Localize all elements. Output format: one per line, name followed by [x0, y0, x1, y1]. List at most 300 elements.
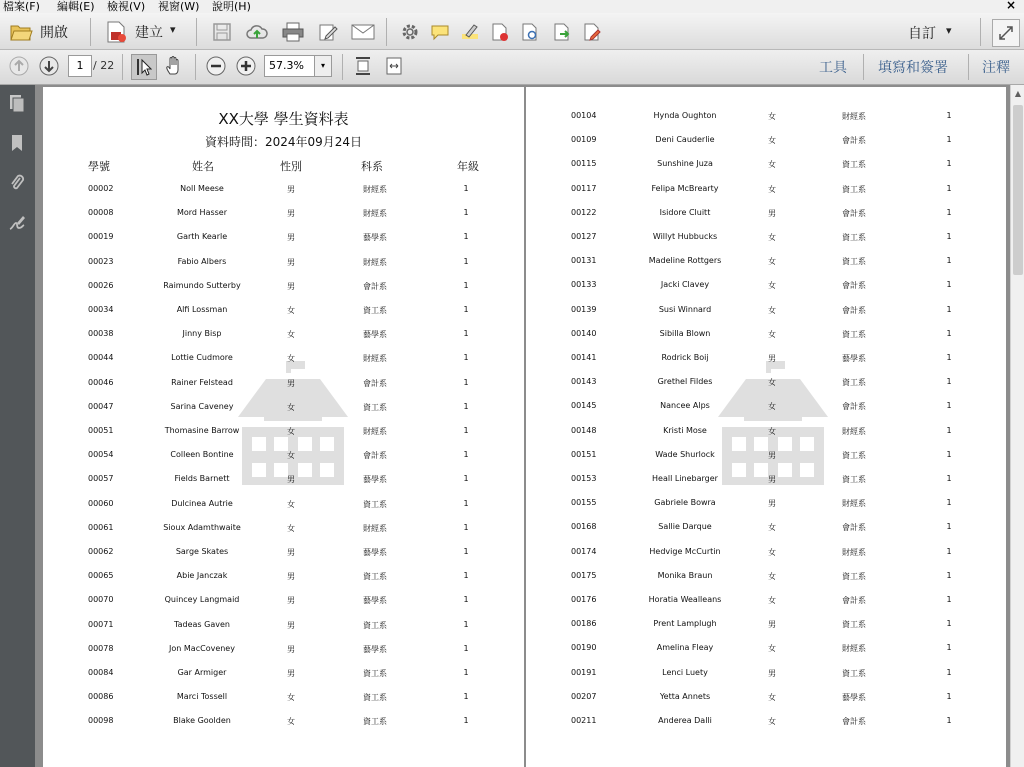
email-icon[interactable] [350, 20, 376, 44]
student-id-cell: 00207 [571, 691, 597, 701]
department-cell: 會計系 [842, 717, 866, 726]
grade-cell: 1 [946, 498, 952, 508]
student-id-cell: 00175 [571, 570, 597, 580]
student-id-cell: 00008 [88, 208, 114, 218]
grade-cell: 1 [463, 232, 469, 242]
toolbar-separator [195, 54, 196, 80]
gender-cell: 女 [287, 354, 295, 364]
gender-cell: 男 [287, 596, 295, 606]
gender-cell: 女 [287, 306, 295, 315]
gender-cell: 男 [287, 669, 295, 678]
department-cell: 會計系 [842, 523, 866, 533]
student-name-cell: Susi Winnard [658, 304, 712, 314]
department-cell: 資工系 [363, 306, 387, 315]
grade-cell: 1 [946, 232, 952, 241]
student-name-cell: Gabriele Bowra [654, 498, 716, 508]
grade-cell: 1 [463, 329, 469, 339]
student-id-cell: 00143 [571, 377, 597, 387]
fit-page-icon[interactable] [352, 55, 374, 77]
cloud-upload-icon[interactable] [244, 20, 270, 44]
header-department: 科系 [361, 160, 383, 173]
student-id-cell: 00176 [571, 595, 597, 604]
department-cell: 資工系 [363, 620, 387, 630]
grade-cell: 1 [463, 377, 469, 387]
fullscreen-icon[interactable] [992, 19, 1020, 47]
chevron-down-icon[interactable]: ▾ [314, 56, 331, 76]
grade-cell: 1 [946, 716, 952, 725]
page-number-input[interactable]: 1 [68, 55, 92, 77]
student-name-cell: Rainer Felstead [171, 377, 233, 387]
gender-cell: 女 [768, 596, 776, 605]
grade-cell: 1 [463, 668, 469, 677]
student-name-cell: Sallie Darque [658, 522, 712, 532]
student-id-cell: 00070 [88, 595, 114, 605]
student-name-cell: Gar Armiger [177, 668, 227, 677]
student-id-cell: 00117 [571, 183, 597, 193]
student-id-cell: 00168 [571, 522, 597, 532]
student-id-cell: 00133 [571, 280, 597, 290]
department-cell: 藝學系 [363, 233, 387, 243]
student-name-cell: Sibilla Blown [659, 328, 711, 338]
vertical-scrollbar[interactable] [1010, 85, 1024, 767]
grade-cell: 1 [946, 691, 952, 701]
student-id-cell: 00019 [88, 232, 114, 242]
grade-cell: 1 [463, 547, 469, 556]
menu-edit[interactable]: 編輯(E) [57, 0, 95, 13]
grade-cell: 1 [946, 619, 952, 629]
print-icon[interactable] [280, 20, 306, 44]
gender-cell: 男 [287, 378, 295, 388]
department-cell: 會計系 [842, 208, 866, 218]
student-id-cell: 00057 [88, 474, 114, 484]
grade-cell: 1 [946, 449, 952, 459]
gender-cell: 女 [768, 184, 776, 194]
student-name-cell: Sarina Caveney [170, 401, 234, 411]
toolbar-separator [863, 54, 864, 80]
student-id-cell: 00038 [88, 329, 114, 339]
student-name-cell: Abie Janczak [176, 571, 228, 581]
student-name-cell: Garth Kearle [176, 232, 228, 242]
student-name-cell: Lottie Cudmore [171, 353, 233, 363]
scroll-up-icon[interactable]: ▲ [1014, 89, 1022, 98]
pdf-page-2 [526, 87, 1006, 767]
header-grade: 年級 [457, 160, 479, 173]
department-cell: 資工系 [842, 257, 866, 267]
gender-cell: 男 [768, 620, 776, 630]
gender-cell: 男 [287, 185, 295, 194]
department-cell: 財經系 [842, 426, 866, 436]
grade-cell: 1 [946, 570, 952, 580]
grade-cell: 1 [946, 111, 952, 120]
gender-cell: 男 [287, 548, 295, 557]
department-cell: 財經系 [363, 523, 387, 533]
toolbar-separator [342, 54, 343, 80]
gender-cell: 男 [768, 668, 776, 678]
gender-cell: 女 [287, 693, 295, 703]
department-cell: 財經系 [842, 547, 866, 557]
grade-cell: 1 [946, 667, 952, 677]
grade-cell: 1 [463, 692, 469, 702]
student-id-cell: 00127 [571, 232, 597, 241]
student-name-cell: Sunshine Juza [657, 159, 713, 169]
hand-icon[interactable] [162, 55, 186, 77]
student-id-cell: 00034 [88, 305, 114, 314]
fill-and-sign-link[interactable]: 填寫和簽署 [878, 60, 948, 76]
scrollbar-thumb[interactable] [1013, 105, 1023, 275]
select-cursor-icon[interactable] [131, 54, 157, 80]
student-id-cell: 00044 [88, 353, 114, 363]
gender-cell: 女 [768, 523, 776, 533]
pages-icon[interactable] [6, 91, 28, 115]
student-id-cell: 00131 [571, 256, 597, 266]
grade-cell: 1 [463, 595, 469, 605]
grade-cell: 1 [946, 207, 952, 217]
zoom-level-value: 57.3% [269, 59, 304, 72]
menu-bar [0, 0, 1024, 13]
toolbar-separator [968, 54, 969, 80]
department-cell: 資工系 [842, 329, 866, 339]
student-name-cell: Alfi Lossman [176, 305, 228, 314]
gender-cell: 女 [768, 233, 776, 242]
student-id-cell: 00148 [571, 425, 597, 435]
department-cell: 會計系 [842, 402, 866, 412]
student-id-cell: 00191 [571, 667, 597, 677]
department-cell: 財經系 [363, 354, 387, 364]
student-name-cell: Dulcinea Autrie [171, 498, 233, 508]
folder-open-icon[interactable] [8, 20, 34, 44]
grade-cell: 1 [463, 571, 469, 581]
student-id-cell: 00104 [571, 111, 597, 120]
highlight-icon[interactable] [458, 20, 482, 44]
grade-cell: 1 [946, 280, 952, 290]
gender-cell: 男 [287, 572, 295, 582]
grade-cell: 1 [946, 304, 952, 314]
student-name-cell: Jon MacCoveney [169, 643, 235, 653]
grade-cell: 1 [463, 208, 469, 218]
grade-cell: 1 [463, 280, 469, 290]
department-cell: 藝學系 [363, 475, 387, 485]
gender-cell: 男 [287, 257, 295, 267]
grade-cell: 1 [946, 353, 952, 362]
student-id-cell: 00023 [88, 256, 114, 266]
student-name-cell: Kristi Mose [663, 425, 707, 435]
gender-cell: 女 [768, 644, 776, 654]
gender-cell: 男 [287, 620, 295, 630]
grade-cell: 1 [463, 256, 469, 266]
department-cell: 會計系 [842, 136, 866, 146]
gender-cell: 男 [768, 499, 776, 509]
gender-cell: 女 [768, 281, 776, 291]
department-cell: 資工系 [842, 160, 866, 170]
student-id-cell: 00086 [88, 692, 114, 702]
close-icon[interactable]: × [1005, 0, 1016, 12]
department-cell: 會計系 [363, 378, 387, 388]
comment-link[interactable]: 注釋 [982, 60, 1010, 76]
grade-cell: 1 [946, 256, 952, 266]
toolbar-separator [122, 54, 123, 80]
gender-cell: 女 [768, 571, 776, 581]
department-cell: 財經系 [842, 499, 866, 509]
student-name-cell: Madeline Rottgers [648, 256, 722, 266]
gender-cell: 女 [768, 547, 776, 557]
student-id-cell: 00084 [88, 668, 114, 677]
menu-window[interactable]: 視窗(W) [158, 0, 200, 13]
department-cell: 財經系 [363, 209, 387, 219]
gender-cell: 女 [768, 136, 776, 146]
grade-cell: 1 [946, 522, 952, 532]
gender-cell: 男 [287, 209, 295, 219]
menu-file[interactable]: 檔案(F) [3, 0, 40, 13]
department-cell: 藝學系 [363, 330, 387, 340]
create-dropdown-icon[interactable]: ▾ [170, 23, 176, 36]
grade-cell: 1 [463, 474, 469, 484]
department-cell: 藝學系 [842, 354, 866, 363]
document-title: XX大學 學生資料表 [218, 110, 349, 128]
customize-dropdown-icon[interactable]: ▾ [946, 24, 952, 37]
student-name-cell: Marci Tossell [176, 692, 228, 702]
header-student-id: 學號 [88, 160, 110, 173]
department-cell: 資工系 [842, 620, 866, 630]
comment-icon[interactable] [428, 20, 452, 44]
student-id-cell: 00122 [571, 207, 597, 217]
gender-cell: 女 [287, 717, 295, 727]
department-cell: 財經系 [363, 257, 387, 267]
gender-cell: 女 [287, 330, 295, 340]
zoom-level-select[interactable] [264, 55, 332, 77]
gender-cell: 女 [287, 499, 295, 509]
student-id-cell: 00141 [571, 353, 597, 362]
department-cell: 藝學系 [363, 644, 387, 654]
gender-cell: 男 [768, 208, 776, 218]
edit-icon[interactable] [316, 20, 340, 44]
fit-width-icon[interactable] [383, 55, 405, 77]
department-cell: 資工系 [842, 378, 866, 388]
grade-cell: 1 [463, 450, 469, 460]
department-cell: 資工系 [842, 184, 866, 194]
customize-button[interactable]: 自訂 [908, 26, 936, 42]
gender-cell: 女 [287, 523, 295, 533]
student-name-cell: Jinny Bisp [182, 329, 222, 339]
gender-cell: 女 [768, 717, 776, 726]
grade-cell: 1 [463, 305, 469, 314]
student-name-cell: Fabio Albers [177, 256, 227, 266]
student-name-cell: Hedvige McCurtin [649, 546, 721, 556]
open-button[interactable]: 開啟 [40, 25, 68, 41]
department-cell: 資工系 [363, 669, 387, 678]
student-name-cell: Isidore Cluitt [659, 207, 711, 217]
department-cell: 資工系 [842, 475, 866, 484]
student-id-cell: 00047 [88, 401, 114, 411]
grade-cell: 1 [946, 425, 952, 435]
grade-cell: 1 [946, 474, 952, 483]
student-id-cell: 00062 [88, 547, 114, 556]
gender-cell: 男 [287, 281, 295, 291]
create-button[interactable]: 建立 [135, 25, 163, 41]
department-cell: 藝學系 [363, 548, 387, 557]
department-cell: 資工系 [842, 571, 866, 581]
pdf-page-1 [43, 87, 524, 767]
gender-cell: 男 [768, 475, 776, 484]
student-name-cell: Quincey Langmaid [164, 595, 240, 605]
grade-cell: 1 [463, 184, 469, 193]
gender-cell: 女 [287, 427, 295, 436]
department-cell: 會計系 [842, 305, 866, 315]
department-cell: 財經系 [363, 427, 387, 436]
department-cell: 資工系 [363, 499, 387, 509]
paperclip-icon[interactable] [6, 171, 28, 195]
menu-view[interactable]: 檢視(V) [107, 0, 146, 13]
student-id-cell: 00211 [571, 716, 597, 725]
toolbar-separator [980, 18, 981, 46]
signature-icon[interactable] [6, 211, 28, 235]
student-id-cell: 00061 [88, 522, 114, 532]
student-id-cell: 00151 [571, 449, 597, 459]
menu-help[interactable]: 說明(H) [212, 0, 251, 13]
student-id-cell: 00139 [571, 304, 597, 314]
student-name-cell: Felipa McBrearty [651, 183, 719, 193]
student-name-cell: Noll Meese [180, 184, 224, 193]
student-name-cell: Nancee Alps [660, 401, 710, 411]
tools-link[interactable]: 工具 [819, 60, 847, 76]
grade-cell: 1 [946, 135, 952, 145]
student-name-cell: Sarge Skates [175, 547, 229, 556]
total-pages: / 22 [93, 59, 115, 72]
gender-cell: 男 [768, 354, 776, 363]
student-name-cell: Wade Shurlock [655, 449, 715, 459]
student-id-cell: 00026 [88, 280, 114, 290]
student-name-cell: Prent Lamplugh [653, 619, 717, 629]
student-id-cell: 00098 [88, 716, 114, 726]
grade-cell: 1 [946, 159, 952, 169]
student-id-cell: 00051 [88, 426, 114, 435]
student-id-cell: 00060 [88, 498, 114, 508]
student-name-cell: Monika Braun [657, 570, 713, 580]
student-name-cell: Deni Cauderlie [655, 135, 715, 145]
gender-cell: 女 [768, 160, 776, 170]
department-cell: 資工系 [842, 233, 866, 242]
student-name-cell: Willyt Hubbucks [652, 232, 718, 241]
department-cell: 資工系 [363, 402, 387, 412]
gender-cell: 男 [287, 233, 295, 243]
toolbar-separator [386, 18, 387, 46]
export-file-icon[interactable] [550, 20, 574, 44]
student-id-cell: 00155 [571, 498, 597, 508]
student-id-cell: 00186 [571, 619, 597, 629]
student-id-cell: 00153 [571, 474, 597, 483]
student-name-cell: Hynda Oughton [653, 111, 717, 120]
department-cell: 財經系 [363, 185, 387, 194]
student-name-cell: Blake Goolden [173, 716, 231, 726]
gear-icon[interactable] [398, 20, 422, 44]
arrow-up-icon[interactable] [8, 55, 30, 77]
grade-cell: 1 [946, 377, 952, 387]
student-name-cell: Horatia Wealleans [648, 595, 722, 604]
student-id-cell: 00071 [88, 619, 114, 629]
sign-file-icon[interactable] [580, 20, 604, 44]
student-id-cell: 00174 [571, 546, 597, 556]
student-id-cell: 00065 [88, 571, 114, 581]
gender-cell: 女 [768, 305, 776, 315]
grade-cell: 1 [946, 595, 952, 604]
gender-cell: 女 [768, 378, 776, 388]
toolbar-separator [196, 18, 197, 46]
gender-cell: 男 [768, 450, 776, 460]
gender-cell: 女 [768, 402, 776, 412]
toolbar-separator [90, 18, 91, 46]
student-name-cell: Heall Linebarger [652, 474, 718, 483]
department-cell: 藝學系 [842, 692, 866, 702]
search-file-icon[interactable] [518, 20, 542, 44]
grade-cell: 1 [946, 643, 952, 653]
student-name-cell: Sioux Adamthwaite [163, 522, 241, 532]
department-cell: 會計系 [842, 281, 866, 291]
save-icon[interactable] [210, 20, 234, 44]
header-name: 姓名 [192, 160, 214, 173]
department-cell: 會計系 [363, 451, 387, 461]
create-pdf-icon[interactable] [104, 19, 128, 45]
grade-cell: 1 [463, 353, 469, 363]
student-id-cell: 00002 [88, 184, 114, 193]
gender-cell: 女 [768, 426, 776, 436]
document-date: 資料時間：2024年09月24日 [204, 135, 363, 149]
student-id-cell: 00145 [571, 401, 597, 411]
grade-cell: 1 [946, 328, 952, 338]
grade-cell: 1 [946, 401, 952, 411]
student-name-cell: Grethel Fildes [657, 377, 713, 387]
delete-file-icon[interactable] [488, 20, 512, 44]
header-gender: 性別 [280, 160, 302, 173]
gender-cell: 男 [287, 644, 295, 654]
student-name-cell: Anderea Dalli [658, 716, 712, 725]
department-cell: 會計系 [363, 281, 387, 291]
student-name-cell: Amelina Fleay [656, 643, 714, 653]
student-name-cell: Fields Barnett [174, 474, 230, 484]
student-name-cell: Lenci Luety [662, 667, 708, 677]
grade-cell: 1 [463, 643, 469, 653]
gender-cell: 女 [768, 329, 776, 339]
student-name-cell: Yetta Annets [659, 691, 711, 701]
student-name-cell: Thomasine Barrow [164, 426, 240, 435]
student-id-cell: 00115 [571, 159, 597, 169]
gender-cell: 女 [768, 692, 776, 702]
student-id-cell: 00140 [571, 328, 597, 338]
department-cell: 資工系 [363, 572, 387, 582]
department-cell: 資工系 [363, 693, 387, 703]
department-cell: 財經系 [842, 644, 866, 654]
grade-cell: 1 [463, 619, 469, 629]
department-cell: 資工系 [363, 717, 387, 727]
gender-cell: 女 [287, 402, 295, 412]
gender-cell: 女 [287, 451, 295, 461]
grade-cell: 1 [946, 546, 952, 556]
gender-cell: 女 [768, 257, 776, 267]
zoom-in-icon[interactable] [235, 55, 257, 77]
department-cell: 財經系 [842, 112, 866, 121]
student-name-cell: Mord Hasser [176, 208, 228, 218]
zoom-out-icon[interactable] [205, 55, 227, 77]
student-name-cell: Colleen Bontine [170, 450, 234, 460]
student-id-cell: 00054 [88, 450, 114, 460]
student-name-cell: Rodrick Boij [661, 353, 709, 362]
bookmark-icon[interactable] [6, 131, 28, 155]
department-cell: 藝學系 [363, 596, 387, 606]
grade-cell: 1 [946, 183, 952, 193]
student-id-cell: 00109 [571, 135, 597, 145]
grade-cell: 1 [463, 522, 469, 532]
department-cell: 資工系 [842, 450, 866, 460]
arrow-down-icon[interactable] [38, 55, 60, 77]
student-id-cell: 00190 [571, 643, 597, 653]
